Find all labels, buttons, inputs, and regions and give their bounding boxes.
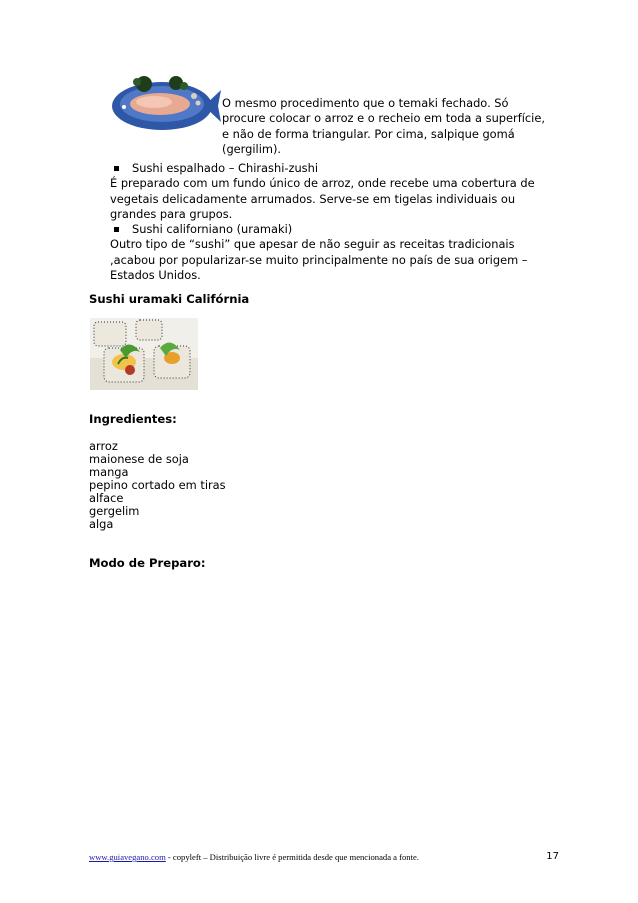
bullet-uramaki [110, 222, 550, 237]
intro-paragraph: O mesmo procedimento que o temaki fechado. Só procure colocar o arroz e o recheio em toda a superfície, e não de forma triangular. Por cima, salpique gomá (gergilim). [222, 96, 545, 156]
footer-copyleft-text: - copyleft – Distribuição livre é permitida desde que mencionada a fonte. [165, 852, 419, 862]
uramaki-description: Outro tipo de “sushi” que apesar de não seguir as receitas tradicionais ,acabou por popularizar-se muito principalmente no país de sua origem – Estados Unidos. [110, 237, 528, 283]
bullet-uramaki-text: Sushi californiano (uramaki) [132, 222, 293, 237]
list-item: arroz [89, 439, 118, 453]
sushi-types-block [110, 161, 550, 283]
chirashi-description: É preparado com um fundo único de arroz, onde recebe uma cobertura de vegetais delicadamente arrumados. Serve-se em tigelas individuais ou grandes para grupos. [110, 176, 535, 221]
bullet-chirashi-text: Sushi espalhado – Chirashi-zushi [132, 161, 318, 175]
bullet-chirashi [110, 161, 550, 176]
square-bullet-icon [114, 166, 119, 171]
uramaki-sushi-image [90, 318, 198, 390]
list-item: alface [89, 491, 124, 505]
list-item: alga [89, 517, 114, 531]
list-item: manga [89, 465, 129, 479]
section-title-ingredients: Ingredientes: [89, 412, 177, 426]
page-footer [89, 852, 559, 866]
chirashi-plate-image [104, 73, 222, 135]
footer-site-link[interactable]: www.guiavegano.com [89, 852, 166, 862]
ingredients-list [89, 440, 226, 531]
page-number: 17 [546, 851, 559, 862]
list-item: maionese de soja [89, 452, 189, 466]
list-item: pepino cortado em tiras [89, 478, 226, 492]
square-bullet-icon [114, 227, 119, 232]
section-title-preparation: Modo de Preparo: [89, 556, 206, 570]
section-title-california: Sushi uramaki Califórnia [89, 292, 250, 306]
list-item: gergelim [89, 504, 140, 518]
